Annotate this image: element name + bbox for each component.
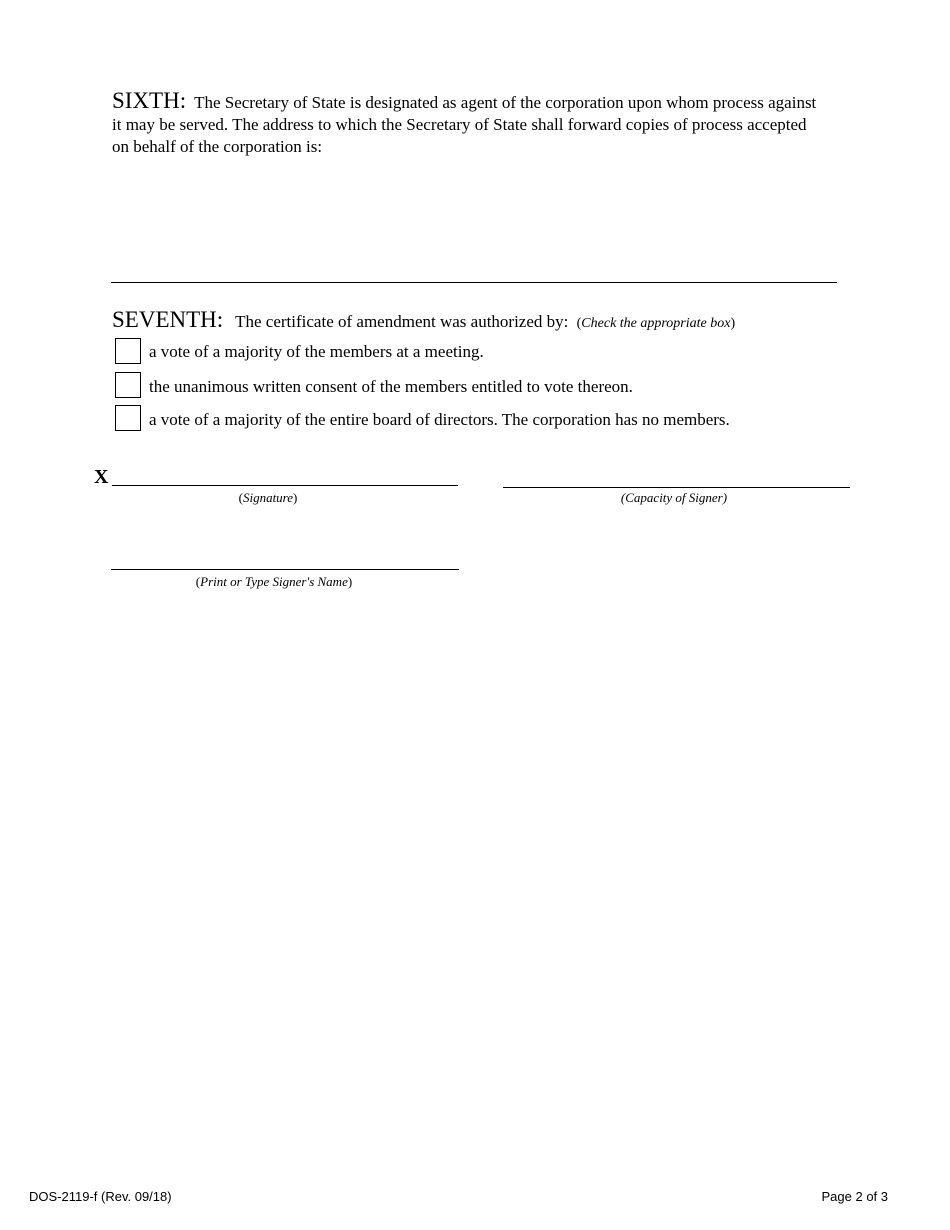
hint-open-paren: (: [576, 316, 582, 331]
option-majority-members: a vote of a majority of the members at a meeting.: [149, 342, 484, 361]
signature-paren-close: ): [293, 490, 298, 505]
seventh-heading-line: [112, 307, 735, 333]
seventh-text: The certificate of amendment was authorized by:: [235, 312, 569, 331]
seventh-hint: [577, 316, 736, 331]
hint-close-paren: ): [730, 316, 736, 331]
seventh-heading: SEVENTH:: [112, 307, 224, 332]
signature-line[interactable]: [112, 485, 458, 486]
form-id: DOS-2119-f (Rev. 09/18): [29, 1189, 172, 1204]
signer-name-line[interactable]: [111, 569, 459, 570]
capacity-caption: [503, 490, 845, 506]
name-caption-text: Print or Type Signer's Name: [200, 574, 348, 589]
sixth-text: The Secretary of State is designated as agent of the corporation upon whom process against it may be served. The address to which the Secretary of State shall forward copies of process accepted on behalf of the corporation is:: [112, 93, 817, 156]
signature-paren-open: (: [238, 490, 243, 505]
sixth-heading: SIXTH:: [112, 88, 187, 113]
page-number: Page 2 of 3: [821, 1189, 888, 1204]
capacity-caption-text: (Capacity of Signer): [620, 490, 728, 505]
signer-name-caption: [111, 574, 437, 590]
name-paren-close: ): [347, 574, 353, 589]
checkbox-unanimous-consent[interactable]: [115, 372, 141, 398]
checkbox-board-majority[interactable]: [115, 405, 141, 431]
signature-caption-text: Signature: [242, 490, 294, 505]
name-paren-open: (: [195, 574, 201, 589]
signature-x-mark: X: [94, 466, 109, 488]
checkbox-majority-members[interactable]: [115, 338, 141, 364]
hint-text: Check the appropriate box: [581, 316, 731, 331]
signature-caption: [112, 490, 424, 506]
address-line[interactable]: [111, 282, 837, 283]
sixth-paragraph: [112, 90, 827, 158]
option-unanimous-consent: the unanimous written consent of the members entitled to vote thereon.: [149, 377, 633, 396]
capacity-line[interactable]: [503, 487, 850, 488]
option-board-majority: a vote of a majority of the entire board of directors. The corporation has no members.: [149, 410, 730, 429]
